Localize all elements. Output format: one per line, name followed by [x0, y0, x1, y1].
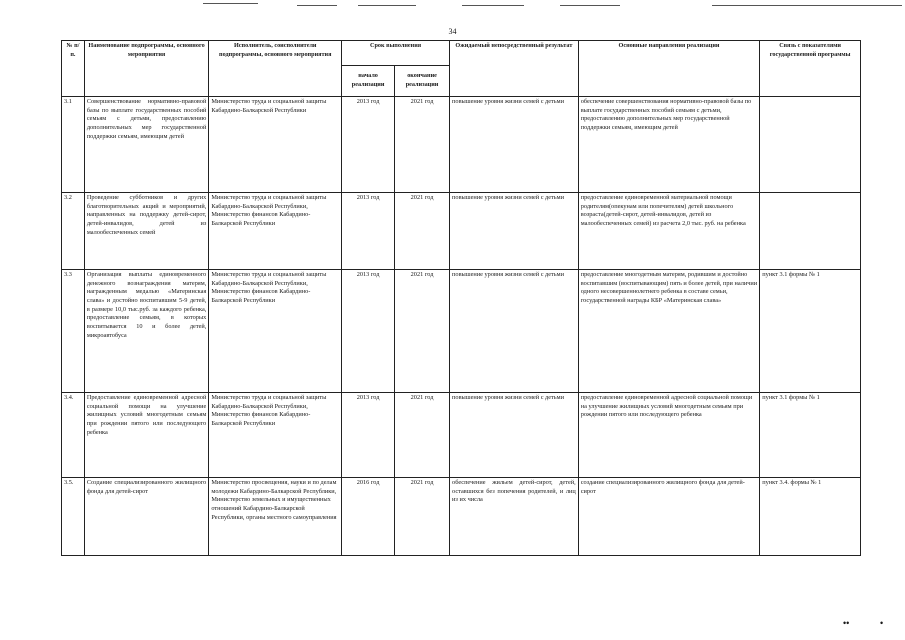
cell-start: 2013 год [342, 97, 395, 193]
cell-start: 2013 год [342, 393, 395, 478]
scan-edge-marks [0, 0, 905, 8]
cell-executor: Министерство труда и социальной защиты Кабардино-Балкарской Республики, Министерство финансов Кабардино-Балкарской Республики [209, 193, 342, 270]
table-row [62, 193, 861, 270]
cell-result: повышение уровня жизни семей с детьми [450, 393, 579, 478]
cell-num: 3.2 [62, 193, 85, 270]
cell-link: пункт 3.1 формы № 1 [760, 270, 861, 393]
program-table [61, 40, 861, 556]
header-executor: Исполнитель, соисполнители подпрограммы, основного мероприятия [209, 41, 342, 97]
table-row [62, 393, 861, 478]
cell-num: 3.3 [62, 270, 85, 393]
cell-result: повышение уровня жизни семей с детьми [450, 193, 579, 270]
header-start: начало реализации [342, 66, 395, 97]
cell-end: 2021 год [395, 393, 450, 478]
cell-end: 2021 год [395, 193, 450, 270]
cell-executor: Министерство труда и социальной защиты Кабардино-Балкарской Республики, Министерство финансов Кабардино-Балкарской Республики [209, 270, 342, 393]
header-result: Ожидаемый непосредственный результат [450, 41, 579, 97]
cell-start: 2013 год [342, 270, 395, 393]
cell-name: Организация выплаты единовременного денежного вознаграждения матерям, награжденным медалью «Материнская слава» и достойно воспитавшим 5-9 детей, в размере 10,0 тыс.руб. за каждого ребенка, предоставление семьям, в которых воспитывается 10 и более детей, микроавтобуса [84, 270, 209, 393]
cell-num: 3.5. [62, 478, 85, 556]
scan-mark-left: •• [843, 618, 850, 628]
cell-end: 2021 год [395, 270, 450, 393]
header-num: № п/п. [62, 41, 85, 97]
header-name: Наименование подпрограммы, основного мероприятия [84, 41, 209, 97]
table-row [62, 270, 861, 393]
cell-end: 2021 год [395, 478, 450, 556]
table-row [62, 478, 861, 556]
cell-directions: предоставление многодетным матерям, родившим и достойно воспитавшим (воспитывающим) пять и более детей, при наличии одного несовершеннолетнего ребенка в составе семьи, государственной награды КБР «Материнская слава» [578, 270, 760, 393]
cell-directions: обеспечение совершенствования нормативно-правовой базы по выплате государственных пособий семьям с детьми, предоставлению дополнительных мер государственной поддержки семьям, имеющим детей [578, 97, 760, 193]
cell-link [760, 193, 861, 270]
cell-num: 3.1 [62, 97, 85, 193]
cell-result: повышение уровня жизни семей с детьми [450, 97, 579, 193]
cell-start: 2016 год [342, 478, 395, 556]
cell-start: 2013 год [342, 193, 395, 270]
cell-directions: предоставление единовременной материальной помощи родителям(опекунам или попечителям) детей школьного возраста(детей-сирот, детей-инвалидов, детей из малообеспеченных семей) из расчета 2,0 тыс. руб. на ребенка [578, 193, 760, 270]
cell-executor: Министерство труда и социальной защиты Кабардино-Балкарской Республики [209, 97, 342, 193]
cell-end: 2021 год [395, 97, 450, 193]
header-directions: Основные направления реализации [578, 41, 760, 97]
cell-directions: создание специализированного жилищного фонда для детей-сирот [578, 478, 760, 556]
header-term: Срок выполнения [342, 41, 450, 66]
cell-directions: предоставление единовременной адресной социальной помощи на улучшение жилищных условий многодетным семьям при рождении пятого или последующего ребенка [578, 393, 760, 478]
header-link: Связь с показателями государственной программы [760, 41, 861, 97]
cell-result: повышение уровня жизни семей с детьми [450, 270, 579, 393]
cell-num: 3.4. [62, 393, 85, 478]
cell-link: пункт 3.4. формы № 1 [760, 478, 861, 556]
cell-name: Предоставление единовременной адресной социальной помощи на улучшение жилищных условий многодетным семьям при рождении пятого или последующего ребенка [84, 393, 209, 478]
cell-executor: Министерство просвещения, науки и по делам молодежи Кабардино-Балкарской Республики, Министерство земельных и имущественных отношений Кабардино-Балкарской Республики, органы местного самоуправления [209, 478, 342, 556]
cell-name: Совершенствование нормативно-правовой базы по выплате государственных пособий семьям с детьми, предоставлению дополнительных мер государственной поддержки семьям, имеющим детей [84, 97, 209, 193]
cell-name: Проведение субботников и других благотворительных акций и мероприятий, направленных на поддержку детей-сирот, детей-инвалидов, детей из малообеспеченных семей [84, 193, 209, 270]
table-header-row [62, 41, 861, 66]
cell-result: обеспечение жильем детей-сирот, детей, оставшихся без попечения родителей, и лиц из их числа [450, 478, 579, 556]
cell-name: Создание специализированного жилищного фонда для детей-сирот [84, 478, 209, 556]
scan-mark-right: • [880, 618, 884, 628]
cell-executor: Министерство труда и социальной защиты Кабардино-Балкарской Республики, Министерство финансов Кабардино-Балкарской Республики [209, 393, 342, 478]
header-end: окончание реализации [395, 66, 450, 97]
cell-link: пункт 3.1 формы № 1 [760, 393, 861, 478]
table-row [62, 97, 861, 193]
cell-link [760, 97, 861, 193]
page-number: 34 [448, 27, 457, 36]
